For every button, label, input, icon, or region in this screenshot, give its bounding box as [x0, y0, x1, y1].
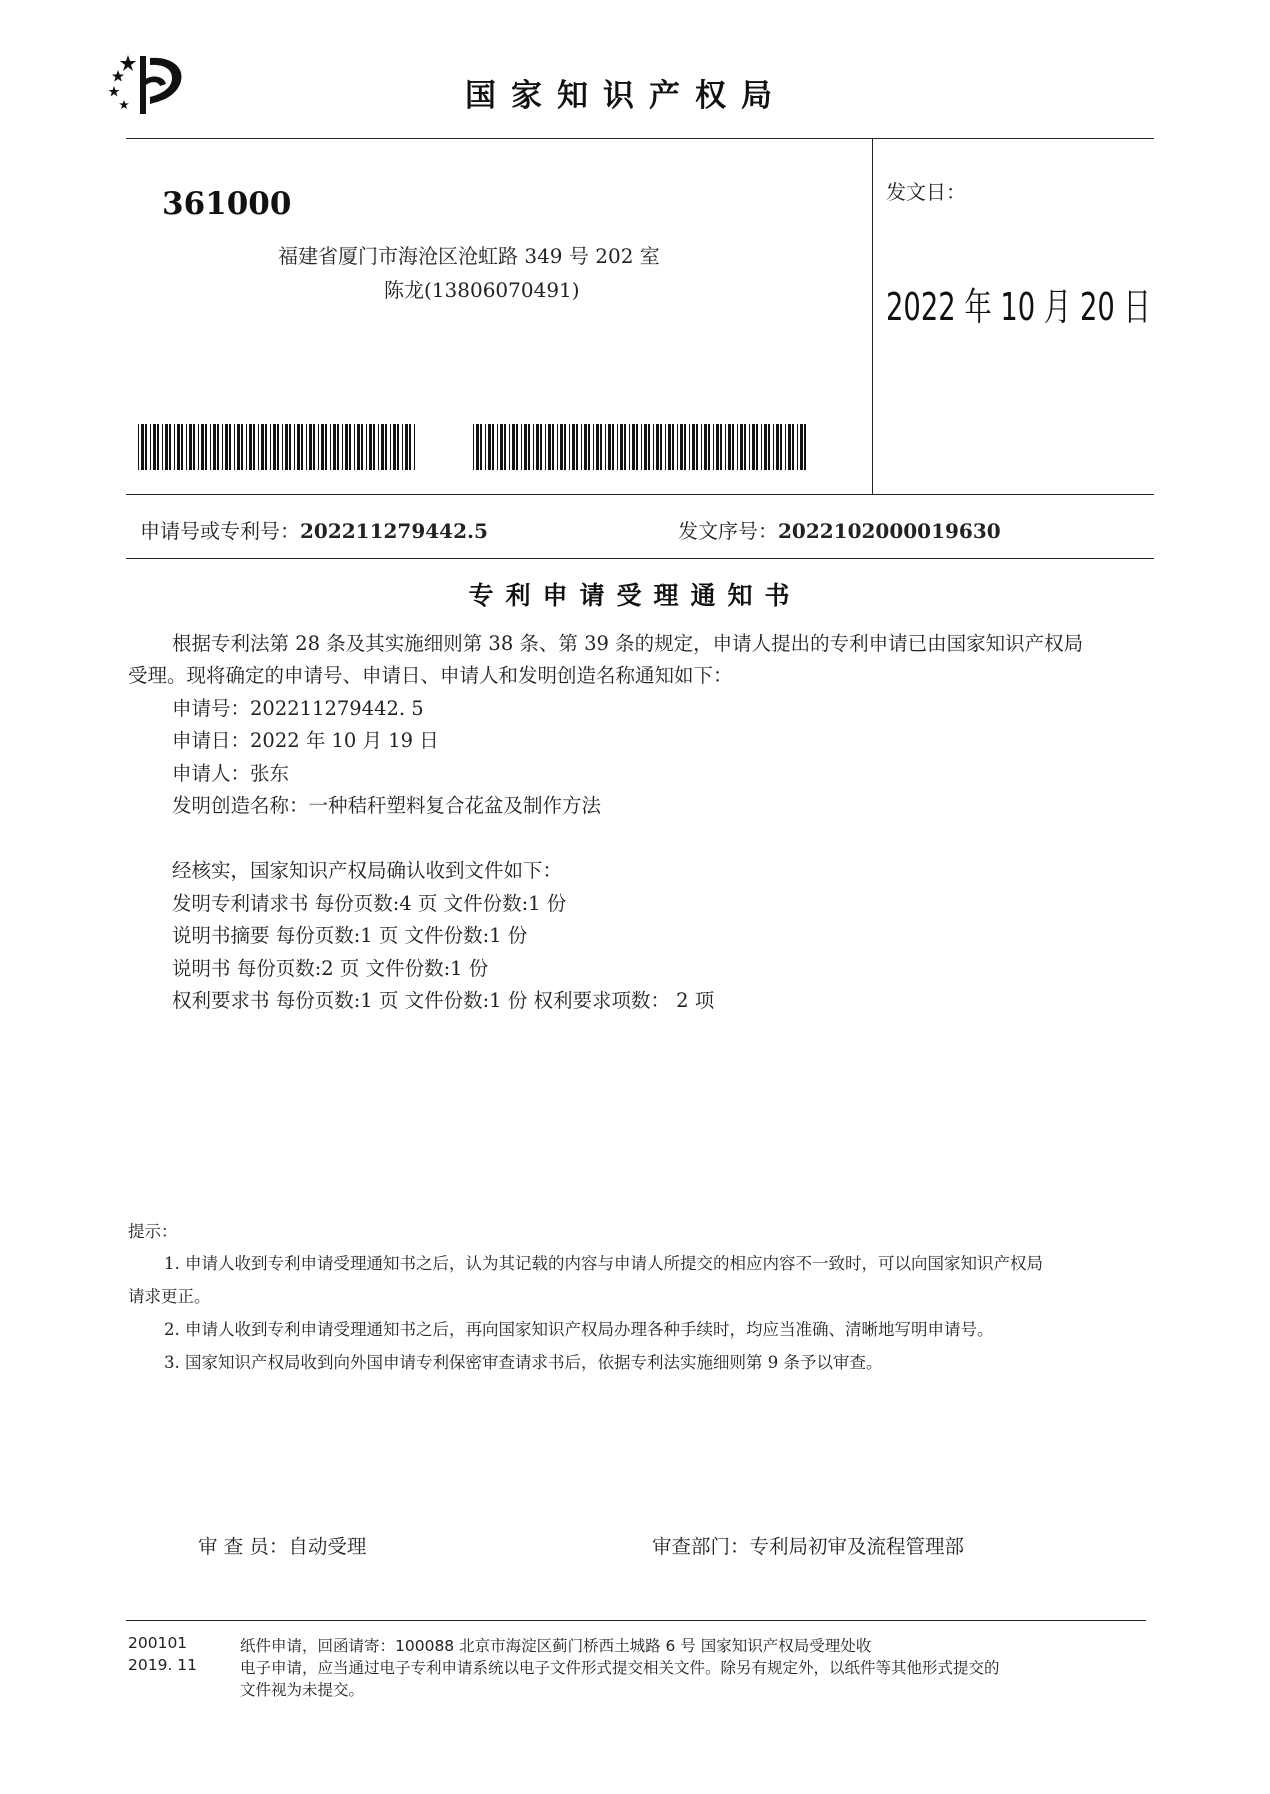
field-applicant: 申请人：张东 [172, 762, 290, 785]
document-item: 发明专利请求书 每份页数:4 页 文件份数:1 份 [172, 892, 567, 915]
examining-department: 审查部门：专利局初审及流程管理部 [652, 1535, 965, 1558]
postcode: 361000 [162, 186, 292, 222]
tip-item: 3. 国家知识产权局收到向外国申请专利保密审查请求书后，依据专利法实施细则第 9 条予以审查。 [164, 1353, 883, 1372]
form-version: 2019. 11 [128, 1656, 198, 1674]
notice-title: 专利申请受理通知书 [468, 581, 802, 610]
dispatch-date-value: 2022 年 10 月 20 日 [886, 285, 1151, 329]
tip-item: 2. 申请人收到专利申请受理通知书之后，再向国家知识产权局办理各种手续时，均应当准确、清晰地写明申请号。 [164, 1320, 994, 1339]
document-item: 说明书 每份页数:2 页 文件份数:1 份 [172, 957, 489, 980]
serial-number-row [678, 515, 1001, 544]
header-divider [126, 138, 1154, 139]
footer-divider [126, 1620, 1146, 1621]
examiner: 审 查 员：自动受理 [198, 1535, 367, 1558]
serial-number-value: 2022102000019630 [778, 519, 1001, 543]
footer-line: 纸件申请，回函请寄：100088 北京市海淀区蓟门桥西土城路 6 号 国家知识产权局受理处收 [240, 1637, 872, 1655]
application-number-row [140, 515, 488, 544]
cnipa-logo-icon [106, 50, 198, 118]
tips-heading: 提示： [128, 1222, 178, 1241]
intro-paragraph-line-1: 根据专利法第 28 条及其实施细则第 38 条、第 39 条的规定，申请人提出的专利申请已由国家知识产权局 [172, 632, 1084, 655]
footer-line: 文件视为未提交。 [240, 1681, 365, 1699]
confirmation-line: 经核实，国家知识产权局确认收到文件如下： [172, 859, 563, 882]
numbers-divider [126, 558, 1154, 559]
recipient-name: 陈龙(13806070491) [384, 278, 580, 302]
field-invention-title: 发明创造名称：一种秸秆塑料复合花盆及制作方法 [172, 794, 602, 817]
field-application-number: 申请号：202211279442. 5 [172, 697, 424, 720]
column-divider [872, 138, 873, 494]
application-number-value: 202211279442.5 [300, 519, 488, 543]
recipient-address: 福建省厦门市海沧区沧虹路 349 号 202 室 [278, 244, 660, 268]
tip-item: 1. 申请人收到专利申请受理通知书之后，认为其记载的内容与申请人所提交的相应内容不一致时，可以向国家知识产权局 [164, 1254, 1043, 1273]
barcode-left [138, 424, 416, 470]
application-number-label: 申请号或专利号： [140, 519, 300, 543]
form-code: 200101 [128, 1634, 188, 1652]
document-item: 权利要求书 每份页数:1 页 文件份数:1 份 权利要求项数： 2 项 [172, 989, 715, 1012]
intro-paragraph-line-2: 受理。现将确定的申请号、申请日、申请人和发明创造名称通知如下： [128, 664, 733, 687]
dispatch-date-label: 发文日： [886, 180, 966, 204]
document-item: 说明书摘要 每份页数:1 页 文件份数:1 份 [172, 924, 528, 947]
barcode-right [473, 424, 807, 470]
address-block-divider [126, 494, 1154, 495]
agency-name: 国家知识产权局 [465, 78, 787, 114]
serial-number-label: 发文序号： [678, 519, 778, 543]
tip-item: 请求更正。 [128, 1287, 211, 1306]
footer-line: 电子申请，应当通过电子专利申请系统以电子文件形式提交相关文件。除另有规定外，以纸件等其他形式提交的 [240, 1659, 1000, 1677]
field-application-date: 申请日：2022 年 10 月 19 日 [172, 729, 439, 752]
